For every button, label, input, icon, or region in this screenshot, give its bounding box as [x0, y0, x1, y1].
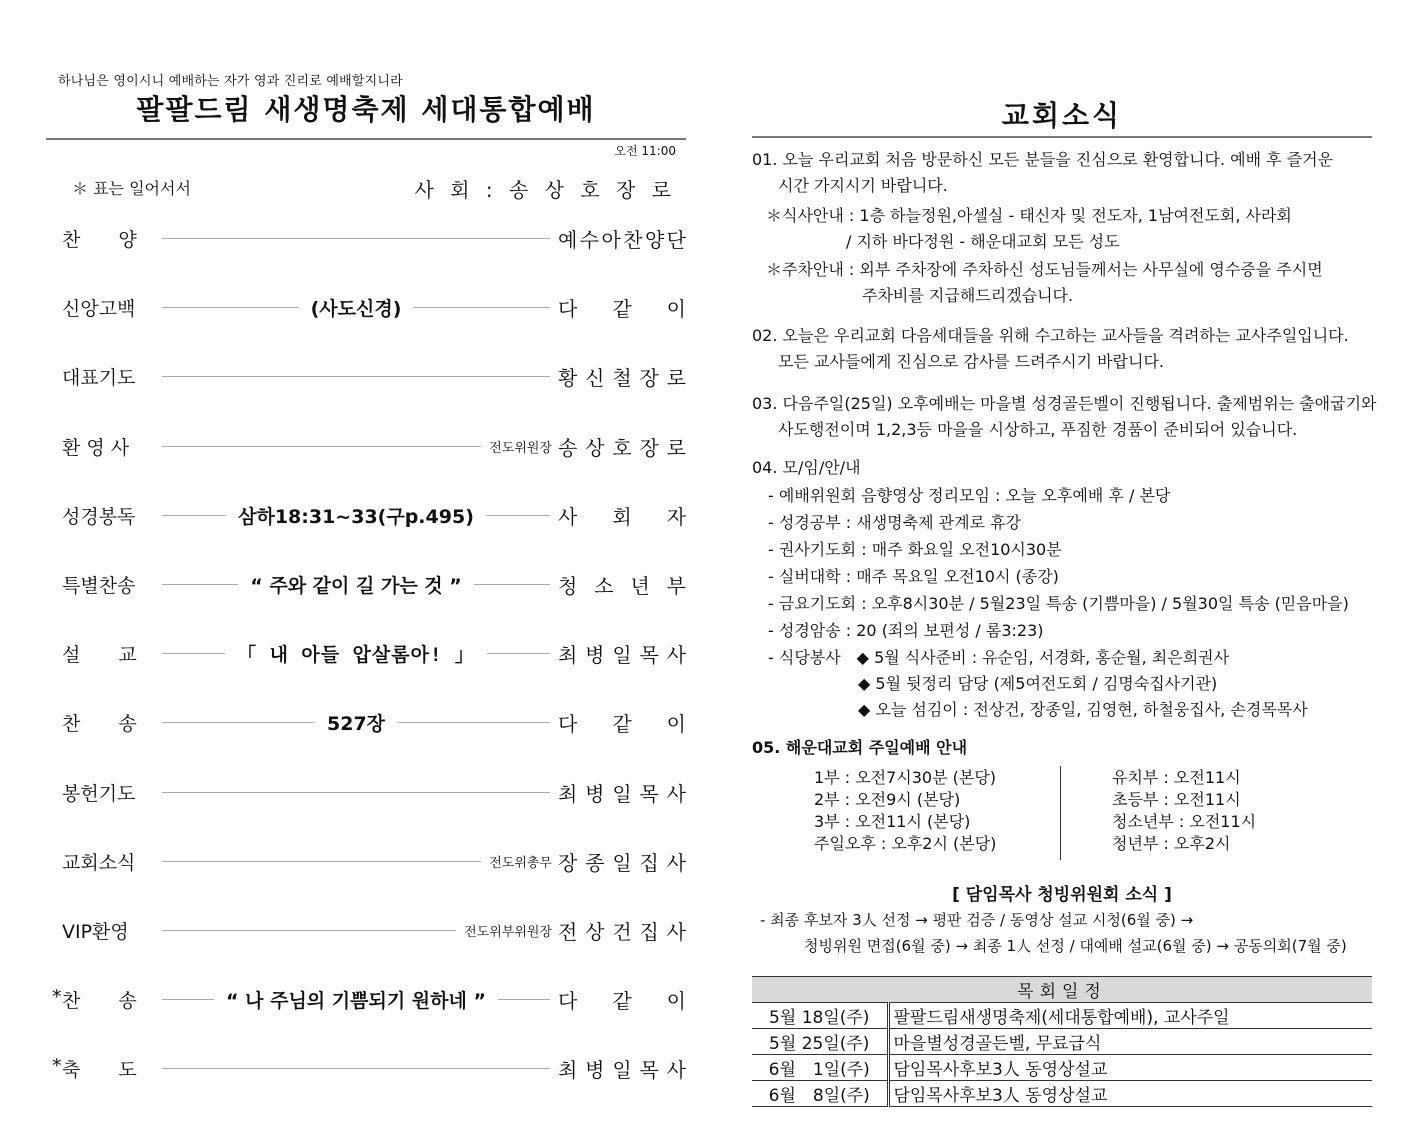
schedule-event: 담임목사후보3人 동영상설교 — [888, 1055, 1372, 1081]
news-title-divider — [752, 136, 1372, 138]
leader-line — [498, 999, 550, 1000]
meeting-item: - 식당봉사 ◆ 5월 식사준비 : 유순임, 서경화, 홍순월, 최은희권사 — [768, 648, 1230, 667]
standing-marker: * — [52, 985, 62, 1008]
leader-line — [162, 653, 225, 654]
item-name-text: 설 교 — [62, 643, 137, 666]
item-leader: 송 상 호 장 로 — [558, 435, 686, 460]
meeting-subitem: ◆ 5월 뒷정리 담당 (제5여전도회 / 김명숙집사기관) — [858, 674, 1218, 693]
meal-info-line1: ＊식사안내 : 1층 하늘정원,아셀실 - 태신자 및 전도자, 1남여전도회, 사라회 — [766, 206, 1292, 225]
item-detail: 「 내 아들 압살롬아! 」 — [237, 643, 475, 666]
item-detail: 삼하18:31~33(구p.495) — [238, 505, 474, 528]
department-time-item: 청년부 : 오후2시 — [1112, 834, 1231, 853]
item-leader: 황 신 철 장 로 — [558, 365, 686, 390]
item-detail: 527장 — [327, 712, 386, 735]
worship-item — [46, 358, 686, 394]
service-time-divider — [1060, 766, 1061, 860]
service-time-item: 2부 : 오전9시 (본당) — [814, 790, 961, 809]
item-leader: 전 상 건 집 사 — [558, 919, 686, 944]
item-detail: “ 나 주님의 기쁨되기 원하네 ” — [226, 989, 486, 1012]
service-time-item: 주일오후 : 오후2시 (본당) — [814, 834, 997, 853]
item-name-text: 찬 송 — [62, 989, 137, 1012]
item-name — [46, 779, 154, 806]
leader-line — [397, 722, 550, 723]
item-name — [46, 986, 154, 1013]
worship-item — [46, 843, 686, 879]
leader-line — [487, 653, 550, 654]
item-name — [46, 640, 154, 667]
leader-line — [162, 1068, 550, 1069]
leader-line — [162, 861, 481, 862]
parking-info-line1: ＊주차안내 : 외부 주차장에 주차하신 성도님들께서는 사무실에 영수증을 주시면 — [766, 260, 1323, 279]
department-time-item: 초등부 : 오전11시 — [1112, 790, 1241, 809]
worship-item — [46, 704, 686, 740]
presider: 사 회 : 송 상 호 장 로 — [414, 178, 676, 202]
leader-line — [162, 376, 550, 377]
item-name — [46, 709, 154, 736]
leader-line — [162, 792, 550, 793]
meeting-subitem: ◆ 오늘 섬김이 : 전상건, 장종일, 김영현, 하철웅집사, 손경목목사 — [858, 700, 1308, 719]
news-01-line2: 시간 가지시기 바랍니다. — [778, 176, 948, 195]
item-name-text: VIP환영 — [62, 920, 129, 943]
item-leader: 장 종 일 집 사 — [558, 850, 686, 875]
leader-role: 전도위부위원장 — [464, 924, 552, 940]
worship-item — [46, 497, 686, 533]
service-time-item: 3부 : 오전11시 (본당) — [814, 812, 971, 831]
service-time-item: 1부 : 오전7시30분 (본당) — [814, 768, 997, 787]
item-leader: 다 같 이 — [558, 296, 686, 321]
schedule-date: 6월 8일(주) — [752, 1081, 888, 1107]
item-leader: 다 같 이 — [558, 711, 686, 736]
item-leader: 최 병 일 목 사 — [558, 642, 686, 667]
news-01-line1: 01. 오늘 우리교회 처음 방문하신 모든 분들을 진심으로 환영합니다. 예배 후 즐거운 — [752, 150, 1334, 169]
item-name — [46, 571, 154, 598]
item-detail: (사도신경) — [310, 297, 402, 320]
item-leader: 예 수 아 찬 양 단 — [558, 227, 686, 252]
item-name-text: 교회소식 — [62, 851, 136, 874]
standing-marker: * — [52, 1054, 62, 1077]
news-03-line1: 03. 다음주일(25일) 오후예배는 마을별 성경골든벨이 진행됩니다. 출제범위는 출애굽기와 — [752, 394, 1377, 413]
worship-item — [46, 774, 686, 810]
item-leader: 사 회 자 — [558, 504, 686, 529]
meeting-item: - 권사기도회 : 매주 화요일 오전10시30분 — [768, 540, 1062, 559]
schedule-row — [752, 1055, 1372, 1081]
department-time-item: 청소년부 : 오전11시 — [1112, 812, 1257, 831]
schedule-row — [752, 1081, 1372, 1107]
schedule-event: 담임목사후보3人 동영상설교 — [888, 1081, 1372, 1107]
news-02-line2: 모든 교사들에게 진심으로 감사를 드려주시기 바랍니다. — [778, 352, 1165, 371]
item-name-text: 대표기도 — [62, 366, 136, 389]
news-03-line2: 사도행전이며 1,2,3등 마을을 시상하고, 푸짐한 경품이 준비되어 있습니다. — [778, 420, 1298, 439]
leader-line — [413, 307, 550, 308]
worship-item — [46, 635, 686, 671]
item-leader: 최 병 일 목 사 — [558, 1057, 686, 1082]
scripture-verse: 하나님은 영이시니 예배하는 자가 영과 진리로 예배할지니라 — [58, 74, 403, 89]
news-02-line1: 02. 오늘은 우리교회 다음세대들을 위해 수고하는 교사들을 격려하는 교사주일입니다. — [752, 326, 1349, 345]
leader-line — [486, 515, 550, 516]
schedule-event: 마을별성경골든벨, 무료급식 — [888, 1029, 1372, 1055]
worship-item — [46, 981, 686, 1017]
pastoral-schedule-table — [752, 976, 1372, 1107]
meeting-item: - 성경암송 : 20 (죄의 보편성 / 롬3:23) — [768, 621, 1044, 640]
department-time-item: 유치부 : 오전11시 — [1112, 768, 1241, 787]
standing-note: ＊ 표는 일어서서 — [72, 179, 191, 198]
service-title: 팔팔드림 새생명축제 세대통합예배 — [136, 93, 596, 126]
item-name — [46, 433, 154, 460]
schedule-date: 5월 25일(주) — [752, 1029, 888, 1055]
leader-line — [162, 307, 299, 308]
worship-item — [46, 1050, 686, 1086]
committee-line2: 청빙위원 면접(6월 중) → 최종 1人 선정 / 대예배 설교(6월 중) → 공동의회(7월 중) — [804, 937, 1347, 955]
service-time: 오전 11:00 — [614, 144, 676, 158]
item-name — [46, 225, 154, 252]
meeting-item: - 예배위원회 음향영상 정리모임 : 오늘 오후예배 후 / 본당 — [768, 486, 1171, 505]
item-detail: “ 주와 같이 길 가는 것 ” — [250, 574, 462, 597]
schedule-heading: 목회일정 — [752, 977, 1372, 1003]
leader-line — [162, 584, 238, 585]
order-of-worship — [46, 60, 686, 1140]
item-name-text: 봉헌기도 — [62, 782, 136, 805]
committee-heading: [ 담임목사 청빙위원회 소식 ] — [952, 885, 1172, 905]
item-name-text: 특별찬송 — [62, 574, 136, 597]
leader-role: 전도위원장 — [489, 440, 552, 456]
news-title: 교회소식 — [1001, 99, 1123, 132]
parking-info-line2: 주차비를 지급해드리겠습니다. — [862, 286, 1074, 305]
leader-line — [162, 930, 456, 931]
schedule-date: 5월 18일(주) — [752, 1003, 888, 1029]
item-name — [46, 848, 154, 875]
item-name — [46, 294, 154, 321]
item-name — [46, 363, 154, 390]
meeting-item: - 실버대학 : 매주 목요일 오전10시 (종강) — [768, 567, 1059, 586]
item-name — [46, 917, 154, 944]
meeting-item: - 금요기도회 : 오후8시30분 / 5월23일 특송 (기쁨마을) / 5월30일 특송 (믿음마을) — [768, 594, 1349, 613]
worship-item — [46, 220, 686, 256]
title-divider — [46, 138, 686, 140]
schedule-body — [752, 1003, 1372, 1107]
item-name — [46, 502, 154, 529]
schedule-row — [752, 1003, 1372, 1029]
schedule-date: 6월 1일(주) — [752, 1055, 888, 1081]
news-05-heading: 05. 해운대교회 주일예배 안내 — [752, 738, 968, 757]
item-leader: 최 병 일 목 사 — [558, 781, 686, 806]
committee-line1: - 최종 후보자 3人 선정 → 평판 검증 / 동영상 설교 시청(6월 중) → — [760, 911, 1194, 929]
item-name-text: 찬 송 — [62, 712, 137, 735]
leader-line — [162, 515, 226, 516]
leader-line — [162, 446, 481, 447]
item-name-text: 축 도 — [62, 1058, 137, 1081]
leader-line — [162, 999, 214, 1000]
item-name — [46, 1055, 154, 1082]
church-news — [752, 60, 1377, 1140]
item-name-text: 성경봉독 — [62, 505, 136, 528]
leader-role: 전도위총무 — [489, 855, 552, 871]
worship-item — [46, 912, 686, 948]
item-name-text: 환 영 사 — [62, 436, 130, 459]
item-name-text: 찬 양 — [62, 228, 137, 251]
worship-item — [46, 428, 686, 464]
item-name-text: 신앙고백 — [62, 297, 136, 320]
schedule-row — [752, 1029, 1372, 1055]
worship-item — [46, 289, 686, 325]
item-leader: 다 같 이 — [558, 988, 686, 1013]
news-04-heading: 04. 모/임/안/내 — [752, 458, 861, 477]
meeting-item: - 성경공부 : 새생명축제 관계로 휴강 — [768, 513, 1021, 532]
leader-line — [162, 722, 315, 723]
schedule-event: 팔팔드림새생명축제(세대통합예배), 교사주일 — [888, 1003, 1372, 1029]
leader-line — [162, 238, 550, 239]
worship-item — [46, 566, 686, 602]
leader-line — [474, 584, 550, 585]
item-leader: 청 소 년 부 — [558, 573, 686, 598]
meal-info-line2: / 지하 바다정원 - 해운대교회 모든 성도 — [846, 232, 1120, 251]
